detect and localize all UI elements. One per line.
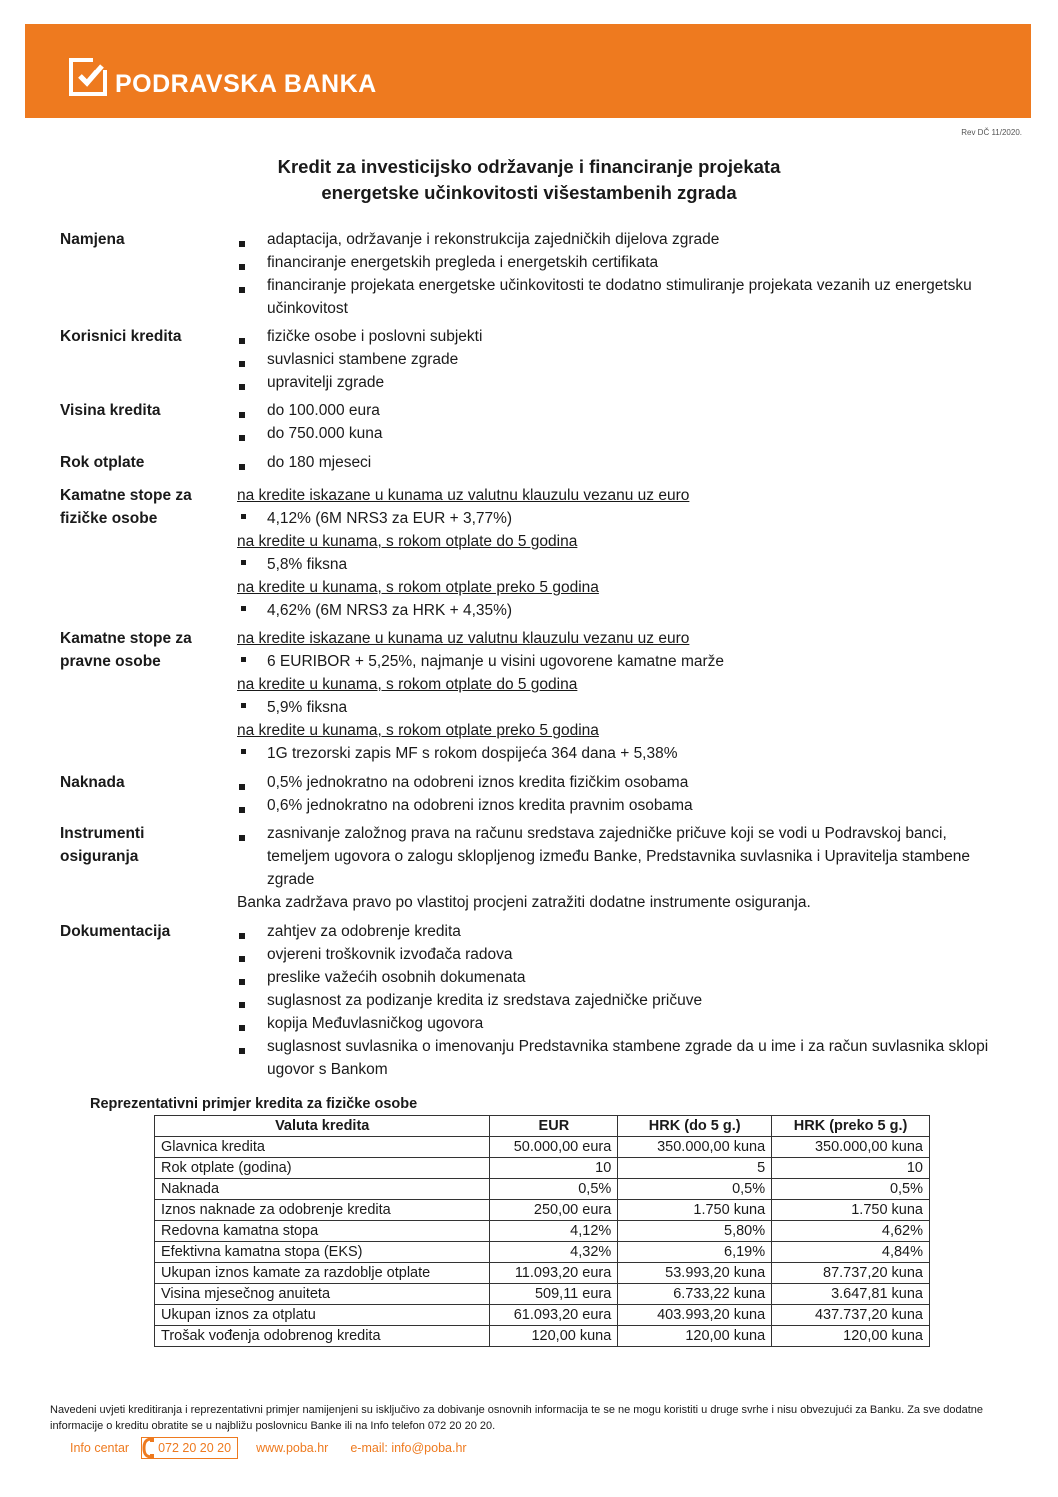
row-label: Ukupan iznos za otplatu	[155, 1305, 490, 1326]
section-label: Korisnici kredita	[60, 328, 182, 345]
table-cell: 509,11 eura	[490, 1284, 618, 1305]
list-item: do 180 mjeseci	[237, 451, 989, 474]
bank-name: PODRAVSKA BANKA	[115, 70, 377, 98]
list-item: kopija Međuvlasničkog ugovora	[237, 1012, 989, 1035]
phone-icon	[142, 1438, 154, 1458]
list-item: upravitelji zgrade	[237, 371, 989, 394]
row-label: Naknada	[155, 1179, 490, 1200]
table-cell: 3.647,81 kuna	[772, 1284, 930, 1305]
table-row	[155, 1305, 930, 1326]
section-label: Dokumentacija	[60, 923, 171, 940]
table-cell: 250,00 eura	[490, 1200, 618, 1221]
section-label-line-2: osiguranja	[60, 848, 139, 865]
table-cell: 120,00 kuna	[618, 1326, 772, 1347]
table-cell: 350.000,00 kuna	[772, 1137, 930, 1158]
section-label: Visina kredita	[60, 402, 161, 419]
section-label: Rok otplate	[60, 454, 145, 471]
list-item: 0,6% jednokratno na odobreni iznos kredita pravnim osobama	[237, 794, 989, 817]
section-label-line-1: Kamatne stope za	[60, 487, 192, 504]
list-item: adaptacija, održavanje i rekonstrukcija zajedničkih dijelova zgrade	[237, 228, 989, 251]
website-link[interactable]: www.poba.hr	[256, 1441, 329, 1455]
section-note: Banka zadržava pravo po vlastitoj procjeni zatražiti dodatne instrumente osiguranja.	[237, 894, 811, 911]
title-line-1: Kredit za investicijsko održavanje i financiranje projekata	[277, 156, 781, 177]
list-item: do 100.000 eura	[237, 399, 989, 422]
table-cell: 11.093,20 eura	[490, 1263, 618, 1284]
list-item: suvlasnici stambene zgrade	[237, 348, 989, 371]
table-row	[155, 1137, 930, 1158]
rate-heading: na kredite iskazane u kunama uz valutnu klauzulu vezanu uz euro	[237, 487, 690, 504]
title-line-2: energetske učinkovitosti višestambenih zgrada	[321, 182, 737, 203]
section-label	[60, 822, 225, 868]
table-row	[155, 1263, 930, 1284]
table-cell: 4,12%	[490, 1221, 618, 1242]
section-body	[237, 627, 989, 765]
list-item: 0,5% jednokratno na odobreni iznos kredita fizičkim osobama	[237, 771, 989, 794]
table-cell: 4,84%	[772, 1242, 930, 1263]
email-link[interactable]: e-mail: info@poba.hr	[350, 1441, 467, 1455]
table-row	[155, 1179, 930, 1200]
row-label: Iznos naknade za odobrenje kredita	[155, 1200, 490, 1221]
table-cell: 53.993,20 kuna	[618, 1263, 772, 1284]
section-label: Namjena	[60, 231, 125, 248]
table-cell: 0,5%	[772, 1179, 930, 1200]
table-cell: 5,80%	[618, 1221, 772, 1242]
list-item: zasnivanje založnog prava na računu sredstava zajedničke pričuve koji se vodi u Podravskoj banci, temeljem ugovora o zalogu sklopljenog između Banke, Predstavnika suvlasnika i Upravitelja stambene zgrade	[237, 822, 989, 891]
table-cell: 4,62%	[772, 1221, 930, 1242]
section-label-line-2: fizičke osobe	[60, 510, 158, 527]
disclaimer-text: Navedeni uvjeti kreditiranja i reprezentativni primjer namijenjeni su isključivo za dobivanje osnovnih informacija te se ne mogu koristiti u druge svrhe i nisu obvezujući za Banku. Za sve dodatne informacije o kreditu obratite se u najbližu poslovnicu Banke ili na Info telefon 072 20 20 20.	[50, 1404, 984, 1432]
section-body	[237, 228, 989, 320]
bank-logo	[69, 54, 377, 99]
rate-item: 5,8% fiksna	[237, 553, 989, 576]
column-header: EUR	[490, 1116, 618, 1137]
row-label: Glavnica kredita	[155, 1137, 490, 1158]
section-label-line-1: Instrumenti	[60, 825, 145, 842]
table-cell: 4,32%	[490, 1242, 618, 1263]
table-cell: 0,5%	[490, 1179, 618, 1200]
section-label-line-1: Kamatne stope za	[60, 630, 192, 647]
rate-item: 6 EURIBOR + 5,25%, najmanje u visini ugovorene kamatne marže	[237, 650, 989, 673]
section-body	[237, 325, 989, 394]
row-label: Redovna kamatna stopa	[155, 1221, 490, 1242]
table-row	[155, 1326, 930, 1347]
table-cell: 5	[618, 1158, 772, 1179]
rate-item: 5,9% fiksna	[237, 696, 989, 719]
header-banner	[25, 24, 1031, 118]
row-label: Efektivna kamatna stopa (EKS)	[155, 1242, 490, 1263]
row-label: Trošak vođenja odobrenog kredita	[155, 1326, 490, 1347]
table-cell: 61.093,20 eura	[490, 1305, 618, 1326]
section-label	[60, 627, 225, 673]
list-item: financiranje projekata energetske učinkovitosti te dodatno stimuliranje projekata vezanih uz energetsku učinkovitost	[237, 274, 989, 320]
table-row	[155, 1284, 930, 1305]
row-label: Ukupan iznos kamate za razdoblje otplate	[155, 1263, 490, 1284]
table-cell: 120,00 kuna	[490, 1326, 618, 1347]
column-header: HRK (preko 5 g.)	[772, 1116, 930, 1137]
list-item: suglasnost suvlasnika o imenovanju Predstavnika stambene zgrade da u ime i za račun suvlasnika sklopi ugovor s Bankom	[237, 1035, 989, 1081]
table-row	[155, 1200, 930, 1221]
list-item: preslike važećih osobnih dokumenata	[237, 966, 989, 989]
section-body	[237, 399, 989, 445]
list-item: do 750.000 kuna	[237, 422, 989, 445]
table-cell: 1.750 kuna	[618, 1200, 772, 1221]
column-header: Valuta kredita	[155, 1116, 490, 1137]
section-body	[237, 822, 989, 914]
table-cell: 50.000,00 eura	[490, 1137, 618, 1158]
list-item: suglasnost za podizanje kredita iz sredstava zajedničke pričuve	[237, 989, 989, 1012]
table-cell: 350.000,00 kuna	[618, 1137, 772, 1158]
table-cell: 10	[772, 1158, 930, 1179]
section-body	[237, 771, 989, 817]
table-row	[155, 1242, 930, 1263]
section-label-line-2: pravne osobe	[60, 653, 161, 670]
rate-item: 4,62% (6M NRS3 za HRK + 4,35%)	[237, 599, 989, 622]
list-item: financiranje energetskih pregleda i energetskih certifikata	[237, 251, 989, 274]
table-row	[155, 1158, 930, 1179]
rate-heading: na kredite iskazane u kunama uz valutnu klauzulu vezanu uz euro	[237, 630, 690, 647]
table-header-row	[155, 1116, 930, 1137]
column-header: HRK (do 5 g.)	[618, 1116, 772, 1137]
phone-box[interactable]	[141, 1437, 238, 1459]
row-label: Rok otplate (godina)	[155, 1158, 490, 1179]
table-title: Reprezentativni primjer kredita za fizičke osobe	[90, 1096, 418, 1112]
phone-number: 072 20 20 20	[158, 1441, 232, 1455]
list-item: fizičke osobe i poslovni subjekti	[237, 325, 989, 348]
table-cell: 10	[490, 1158, 618, 1179]
revision-note: Rev DČ 11/2020.	[961, 128, 1022, 137]
representative-example-table	[154, 1115, 930, 1347]
table-cell: 6.733,22 kuna	[618, 1284, 772, 1305]
table-cell: 437.737,20 kuna	[772, 1305, 930, 1326]
rate-item: 4,12% (6M NRS3 za EUR + 3,77%)	[237, 507, 989, 530]
rate-heading: na kredite u kunama, s rokom otplate do 5 godina	[237, 676, 578, 693]
table-cell: 1.750 kuna	[772, 1200, 930, 1221]
document-title	[0, 154, 1058, 206]
list-item: ovjereni troškovnik izvođača radova	[237, 943, 989, 966]
table-cell: 403.993,20 kuna	[618, 1305, 772, 1326]
table-cell: 87.737,20 kuna	[772, 1263, 930, 1284]
section-label	[60, 484, 225, 530]
section-body	[237, 920, 989, 1081]
table-cell: 120,00 kuna	[772, 1326, 930, 1347]
bank-logo-icon	[69, 58, 107, 96]
row-label: Visina mjesečnog anuiteta	[155, 1284, 490, 1305]
table-cell: 0,5%	[618, 1179, 772, 1200]
rate-item: 1G trezorski zapis MF s rokom dospijeća 364 dana + 5,38%	[237, 742, 989, 765]
rate-heading: na kredite u kunama, s rokom otplate do 5 godina	[237, 533, 578, 550]
section-body	[237, 451, 989, 474]
info-center-label: Info centar	[70, 1441, 130, 1455]
list-item: zahtjev za odobrenje kredita	[237, 920, 989, 943]
footer-contacts	[70, 1437, 467, 1459]
section-label: Naknada	[60, 774, 125, 791]
table-row	[155, 1221, 930, 1242]
rate-heading: na kredite u kunama, s rokom otplate preko 5 godina	[237, 722, 599, 739]
section-body	[237, 484, 989, 622]
table-cell: 6,19%	[618, 1242, 772, 1263]
rate-heading: na kredite u kunama, s rokom otplate preko 5 godina	[237, 579, 599, 596]
